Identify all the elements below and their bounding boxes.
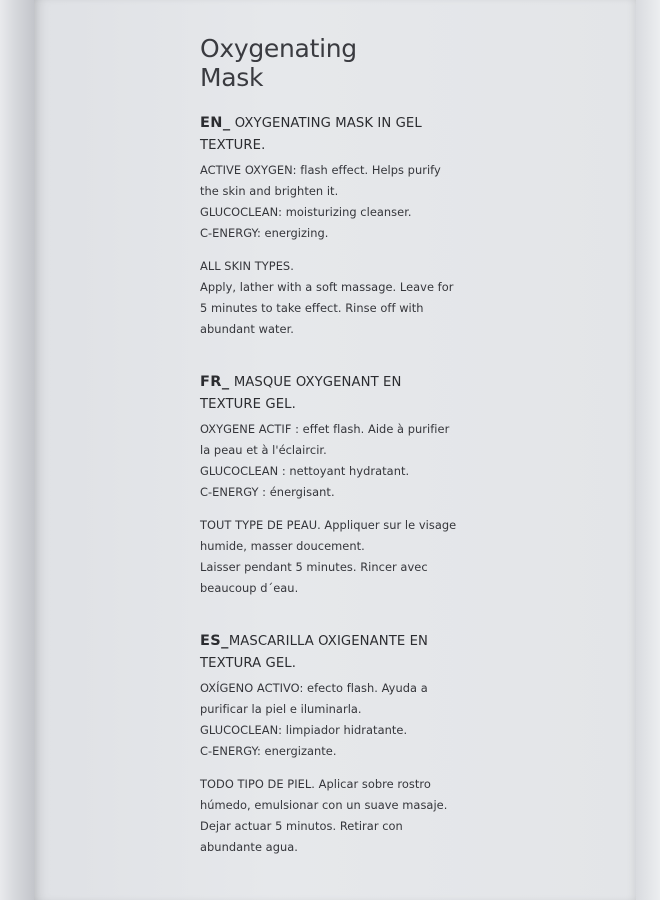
text-line: abundant water. bbox=[200, 322, 294, 336]
text-line: C-ENERGY : énergisant. bbox=[200, 485, 335, 499]
text-line: GLUCOCLEAN: limpiador hidratante. bbox=[200, 723, 408, 737]
text-line: 5 minutes to take effect. Rinse off with bbox=[200, 301, 424, 315]
box-right-edge bbox=[636, 0, 660, 900]
section-spanish bbox=[200, 630, 500, 857]
language-code: FR_ bbox=[200, 374, 230, 390]
heading-text: MASQUE OXYGENANT EN bbox=[229, 375, 402, 390]
text-line: GLUCOCLEAN : nettoyant hydratant. bbox=[200, 464, 410, 478]
language-code: EN_ bbox=[200, 115, 231, 131]
text-line: ACTIVE OXYGEN: flash effect. Helps purify bbox=[200, 163, 441, 177]
text-line: húmedo, emulsionar con un suave masaje. bbox=[200, 798, 448, 812]
product-title-line-2: Mask bbox=[200, 63, 264, 92]
text-line: TOUT TYPE DE PEAU. Appliquer sur le visage bbox=[200, 518, 457, 532]
text-line: GLUCOCLEAN: moisturizing cleanser. bbox=[200, 205, 412, 219]
section-heading bbox=[200, 371, 500, 416]
language-code: ES_ bbox=[200, 633, 229, 649]
text-line: TODO TIPO DE PIEL. Aplicar sobre rostro bbox=[200, 777, 431, 791]
label-text-block bbox=[200, 34, 500, 859]
section-french bbox=[200, 371, 500, 598]
text-line: humide, masser doucement. bbox=[200, 539, 365, 553]
product-title-line-1: Oxygenating bbox=[200, 34, 357, 63]
heading-text: MASCARILLA OXIGENANTE EN bbox=[228, 634, 429, 649]
heading-text-line-2: TEXTURA GEL. bbox=[200, 656, 297, 671]
section-heading bbox=[200, 630, 500, 675]
text-line: C-ENERGY: energizante. bbox=[200, 744, 337, 758]
text-line: abundante agua. bbox=[200, 840, 298, 854]
text-line: la peau et à l'éclaircir. bbox=[200, 443, 327, 457]
section-english bbox=[200, 112, 500, 339]
text-line: the skin and brighten it. bbox=[200, 184, 339, 198]
heading-text-line-2: TEXTURE. bbox=[200, 138, 266, 153]
text-line: C-ENERGY: energizing. bbox=[200, 226, 329, 240]
product-title bbox=[200, 34, 500, 92]
text-line: Dejar actuar 5 minutos. Retirar con bbox=[200, 819, 403, 833]
section-heading bbox=[200, 112, 500, 157]
text-line: purificar la piel e iluminarla. bbox=[200, 702, 362, 716]
text-line: Apply, lather with a soft massage. Leave for bbox=[200, 280, 454, 294]
text-line: OXYGENE ACTIF : effet flash. Aide à purifier bbox=[200, 422, 450, 436]
text-line: beaucoup d´eau. bbox=[200, 581, 299, 595]
heading-text: OXYGENATING MASK IN GEL bbox=[230, 116, 422, 131]
text-line: Laisser pendant 5 minutes. Rincer avec bbox=[200, 560, 428, 574]
text-line: OXÍGENO ACTIVO: efecto flash. Ayuda a bbox=[200, 681, 428, 695]
box-side-edge bbox=[0, 0, 34, 900]
text-line: ALL SKIN TYPES. bbox=[200, 259, 294, 273]
box-front-panel bbox=[34, 0, 636, 900]
heading-text-line-2: TEXTURE GEL. bbox=[200, 397, 296, 412]
